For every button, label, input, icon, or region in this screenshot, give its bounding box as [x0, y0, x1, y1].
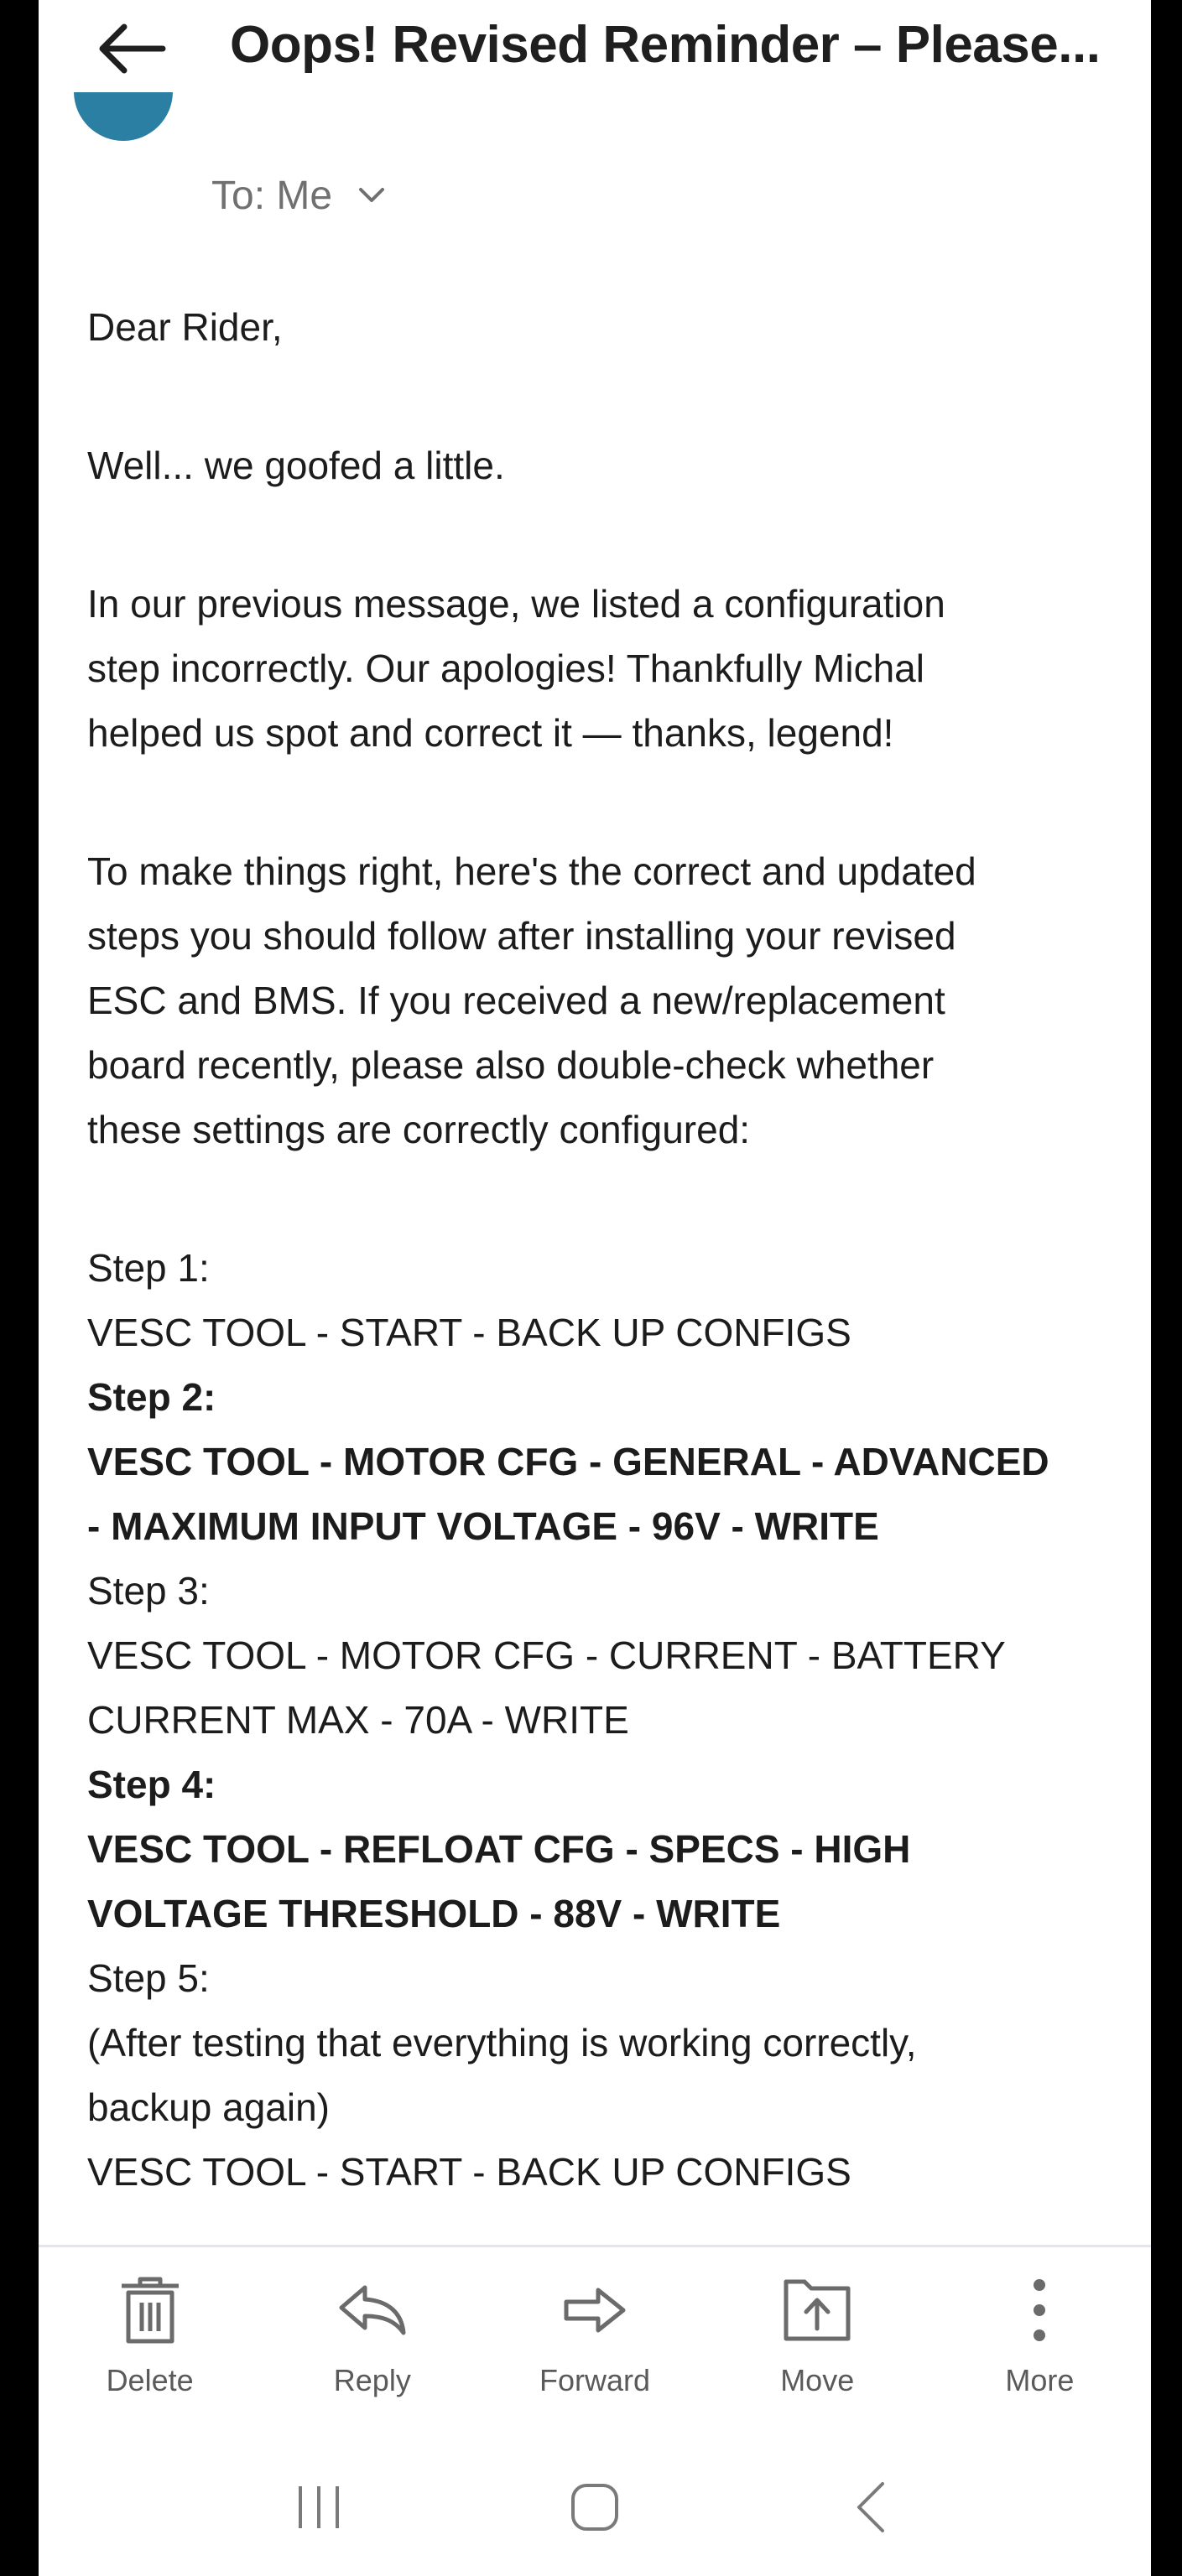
- action-bar-divider: [39, 2245, 1151, 2247]
- system-nav-bar: [39, 2457, 1151, 2558]
- step-2-title: Step 2:: [87, 1375, 216, 1419]
- move-button[interactable]: [706, 2264, 929, 2415]
- home-icon[interactable]: [557, 2470, 633, 2545]
- back-button[interactable]: [89, 17, 173, 80]
- step-3-title: Step 3:: [87, 1569, 210, 1613]
- recipient-label: To: Me: [211, 173, 333, 218]
- paragraph-instructions-line: ESC and BMS. If you received a new/replacement: [87, 979, 945, 1022]
- paragraph-instructions-line: board recently, please also double-check whether: [87, 1043, 935, 1087]
- forward-button[interactable]: [483, 2264, 706, 2415]
- reply-icon: [335, 2272, 410, 2348]
- delete-label: Delete: [106, 2363, 194, 2397]
- chevron-down-icon: [357, 186, 386, 205]
- step-5-title: Step 5:: [87, 1956, 210, 2000]
- delete-button[interactable]: [39, 2264, 261, 2415]
- move-icon: [779, 2272, 855, 2348]
- more-label: More: [1005, 2363, 1075, 2397]
- step-2-line: VESC TOOL - MOTOR CFG - GENERAL - ADVANCED: [87, 1440, 1049, 1483]
- reply-button[interactable]: [261, 2264, 483, 2415]
- step-4-title: Step 4:: [87, 1763, 216, 1806]
- paragraph-instructions-line: these settings are correctly configured:: [87, 1108, 751, 1151]
- step-4-line: VOLTAGE THRESHOLD - 88V - WRITE: [87, 1892, 781, 1935]
- forward-icon: [557, 2272, 633, 2348]
- email-body: [87, 295, 1127, 2205]
- step-5-line: (After testing that everything is working correctly,: [87, 2021, 917, 2064]
- paragraph-apology-line: step incorrectly. Our apologies! Thankfully Michal: [87, 647, 924, 690]
- step-1-line: VESC TOOL - START - BACK UP CONFIGS: [87, 1311, 851, 1354]
- paragraph-apology-line: helped us spot and correct it — thanks, legend!: [87, 711, 894, 755]
- step-3-line: VESC TOOL - MOTOR CFG - CURRENT - BATTERY: [87, 1633, 1006, 1677]
- reply-label: Reply: [333, 2363, 411, 2397]
- email-screen: [39, 0, 1151, 2576]
- step-5-line: backup again): [87, 2085, 330, 2129]
- nav-back-icon[interactable]: [833, 2470, 909, 2545]
- move-label: Move: [780, 2363, 855, 2397]
- paragraph-intro: Well... we goofed a little.: [87, 444, 505, 487]
- more-button[interactable]: [929, 2264, 1151, 2415]
- action-bar: [39, 2264, 1151, 2415]
- step-5-line: VESC TOOL - START - BACK UP CONFIGS: [87, 2150, 851, 2194]
- more-vertical-icon: [1002, 2272, 1077, 2348]
- trash-icon: [112, 2272, 188, 2348]
- step-1-title: Step 1:: [87, 1246, 210, 1290]
- paragraph-instructions-line: To make things right, here's the correct and updated: [87, 849, 976, 893]
- recipient-row[interactable]: [211, 168, 386, 223]
- paragraph-apology-line: In our previous message, we listed a configuration: [87, 582, 945, 626]
- paragraph-instructions-line: steps you should follow after installing your revised: [87, 914, 956, 958]
- arrow-left-icon: [96, 22, 166, 75]
- step-2-line: - MAXIMUM INPUT VOLTAGE - 96V - WRITE: [87, 1504, 879, 1548]
- greeting: Dear Rider,: [87, 305, 283, 349]
- forward-label: Forward: [539, 2363, 651, 2397]
- step-3-line: CURRENT MAX - 70A - WRITE: [87, 1698, 629, 1742]
- top-bar: [39, 0, 1151, 101]
- recents-icon[interactable]: [281, 2470, 357, 2545]
- email-subject: Oops! Revised Reminder – Please...: [230, 16, 1101, 74]
- step-4-line: VESC TOOL - REFLOAT CFG - SPECS - HIGH: [87, 1827, 911, 1871]
